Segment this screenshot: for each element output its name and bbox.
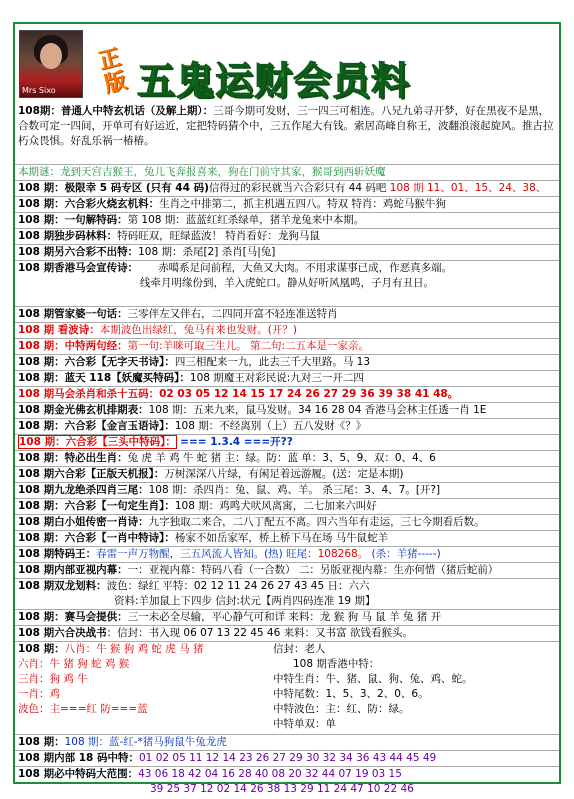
face-shape bbox=[40, 43, 62, 69]
document-page bbox=[13, 22, 561, 795]
row-text: 波色：绿红 平特：02 12 11 24 26 27 43 45 日：六六 bbox=[106, 580, 370, 592]
row-text: 108 期马会杀肖和杀十五码：02 03 05 12 14 15 17 24 26 27 29 36 39 38 41 48。 bbox=[18, 388, 459, 400]
row-text: 一：亚视内幕：特码八看（一合数） 二：另版亚视内幕：生亦何惜（猪后蛇前） bbox=[127, 564, 499, 576]
row-numbers: 39 25 37 12 02 14 26 38 13 29 11 24 47 10 22 46 bbox=[150, 783, 414, 795]
row-label: 108 期 看波诗： bbox=[18, 324, 100, 336]
row-label: 108 期：六合彩【金言玉语诗】： bbox=[18, 420, 175, 432]
panel-text: 信封：老人 bbox=[273, 643, 326, 655]
row-label: 108 期双龙划料： bbox=[18, 580, 107, 592]
row-one-special bbox=[15, 531, 559, 547]
row-text: 春雷一声万物醒，三五风流人皆知。(热) 旺尾： bbox=[96, 548, 318, 560]
row-numbers: 01 02 05 11 12 14 23 26 27 29 30 32 34 36 43 44 45 49 bbox=[139, 752, 437, 764]
row-no-special bbox=[15, 245, 559, 261]
row-text: 生肖之中排第二，抓主机遇五四八。特双 特肖：鸡蛇马猴牛狗 bbox=[159, 198, 446, 210]
row-battle-book bbox=[15, 626, 559, 642]
row-solo bbox=[15, 229, 559, 245]
panel-text: 中特尾数：1、5、3、2、0、6。 bbox=[273, 688, 429, 700]
row-fire bbox=[15, 197, 559, 213]
row-label: 108 期九龙绝杀四肖三尾： bbox=[18, 484, 149, 496]
row-text: 资料:羊加鼠上下四步 信封:状元【两肖四码连准 19 期】 bbox=[114, 595, 376, 607]
row-label: 108 期：中特两句经： bbox=[18, 340, 128, 352]
row-label: 108 期内部 18 码中特： bbox=[18, 752, 139, 764]
presenter-photo bbox=[19, 30, 83, 98]
row-text: 108 期：杀尾[2] 杀肖[马|兔] bbox=[138, 246, 276, 258]
row-text: 108 期：不经离别（上）五八发财《？》 bbox=[174, 420, 367, 432]
row-text: 线牵月明缘份到，羊入虎蛇口。静从好听风凰鸣，子月有丑日。 bbox=[140, 277, 434, 289]
row-label: 108 期六合决战书 bbox=[18, 627, 107, 639]
row-label: 108 期：赛马会提供： bbox=[18, 611, 128, 623]
panel-text: 一肖：鸡 bbox=[18, 688, 60, 700]
row-text: 信得过的彩民就当六合彩只有 44 码吧 bbox=[208, 182, 387, 194]
zodiac-panel bbox=[15, 642, 559, 735]
row-golden-words bbox=[15, 419, 559, 435]
row-label: 108 期：特必出生肖： bbox=[18, 452, 128, 464]
row-text: 赤噶系足问前程，大鱼又大肉。不用求谋事已成，作恶真多端。 bbox=[158, 262, 453, 274]
row-puzzle bbox=[15, 165, 559, 181]
row-housekeeper bbox=[15, 307, 559, 323]
row-text: 特码旺双，旺绿蓝波！ 特肖看好：龙狗马鼠 bbox=[117, 230, 320, 242]
row-label: 108 期另六合彩不出特： bbox=[18, 246, 139, 258]
row-text: 万树深深八片绿，有闲足着远游履。(送：定是本期) bbox=[164, 468, 404, 480]
row-must-zodiac bbox=[15, 451, 559, 467]
row-text: (杀：羊猪-----) bbox=[371, 548, 441, 560]
row-kill-codes bbox=[15, 387, 559, 403]
row-text: 杨家不如岳家军，桥上桥下马在场 马牛鼠蛇羊 bbox=[174, 532, 389, 544]
row-text: 第一句:羊咪可取三生儿。 第二句:二五本是一家亲。 bbox=[127, 340, 369, 352]
row-text: 108 期：杀四肖：兔、鼠、鸡、羊。 杀三尾：3、4、7。[开?] bbox=[148, 484, 441, 496]
row-text: 三零伴左又伴右，二四同开富不轻连准送特肖 bbox=[127, 308, 338, 320]
panel-text: 中特波色：主：红、防：绿。 bbox=[273, 703, 410, 715]
row-blue-sky bbox=[15, 371, 559, 387]
row-label: 108 期特码王： bbox=[18, 548, 97, 560]
row-white-lady bbox=[15, 515, 559, 531]
row-text: 第 108 期：蓝蓝红红杀绿单，猪羊龙兔来中本期。 bbox=[127, 214, 365, 226]
row-label: 108期：普通人中特玄机话（及解上期）： bbox=[18, 105, 214, 117]
row-label: 108 期内部亚视内幕： bbox=[18, 564, 128, 576]
row-one-zodiac bbox=[15, 499, 559, 515]
panel-text: 波色：主===红 防===蓝 bbox=[18, 703, 148, 715]
row-text: 本期波色出绿红，兔马有来也发财。(开？) bbox=[99, 324, 297, 336]
row-label: 108 期必中特码大范围： bbox=[18, 768, 139, 780]
row-numbers: 43 06 18 42 04 16 28 40 08 20 32 44 07 19 03 15 bbox=[138, 768, 402, 780]
panel-text: 中特单双：单 bbox=[273, 718, 336, 730]
row-text: 108 期：五来九来，鼠马发财。34 16 28 04 香港马会林主任透一肖 1E bbox=[148, 404, 487, 416]
row-colour-zodiac bbox=[15, 735, 559, 751]
row-hk-poem bbox=[15, 261, 559, 307]
row-label: 108 期白小姐传密一肖诗： bbox=[18, 516, 149, 528]
row-text: 四三相配来一九，此去三千大里路。马 13 bbox=[174, 356, 371, 368]
row-big-range bbox=[15, 767, 559, 797]
row-wordless-book bbox=[15, 355, 559, 371]
panel-text: 三肖：狗 鸡 牛 bbox=[18, 673, 88, 685]
row-label: 108 期：六合彩【一肖中特诗】： bbox=[18, 532, 175, 544]
row-label: 108 期：极限幸 5 码专区 (只有 44 码) bbox=[18, 182, 209, 194]
row-genuine-report bbox=[15, 467, 559, 483]
photo-caption: Mrs Sixo bbox=[22, 86, 56, 95]
row-text: 三哥今期可发财，三一四三可相连。八兄九弟寻开梦，好在黑夜不是黑，合数可定一四间，开单可有好运近，定把特码猜个中，三五作尾大有钱。索居高峰自称王，波翻浪滚起旋风。推古拉朽众畏惧。好乱乐祸一椿椿。 bbox=[18, 105, 554, 147]
row-label: 108 期金光佛玄机排期表： bbox=[18, 404, 149, 416]
panel-text: 八肖：牛 猴 狗 鸡 蛇 虎 马 猪 bbox=[64, 643, 204, 655]
row-two-lines bbox=[15, 339, 559, 355]
panel-left bbox=[18, 642, 278, 717]
row-label: 108 期：六合彩【无字天书诗】： bbox=[18, 356, 175, 368]
row-label: 108 期： bbox=[18, 736, 65, 748]
row-label: 108 期：蓝天 118【妖魔买特码】： bbox=[18, 372, 190, 384]
row-three-heads bbox=[15, 435, 559, 451]
row-text: === 1.3.4 ===开?? bbox=[180, 436, 293, 448]
row-18-codes bbox=[15, 751, 559, 767]
row-golden-buddha bbox=[15, 403, 559, 419]
row-riddle bbox=[15, 104, 559, 165]
header bbox=[15, 24, 559, 104]
row-text: ：信封：书入现 06 07 13 22 45 46 来料：又书富 欲钱看猴头。 bbox=[106, 627, 413, 639]
row-numbers: 108268。 bbox=[317, 548, 369, 560]
row-text: 108 期魔王对彩民说:九对三一开二四 bbox=[189, 372, 364, 384]
row-text: 三一未必全尽输，平心静气可和详 来料：龙 猴 狗 马 鼠 羊 兔 猪 开 bbox=[127, 611, 442, 623]
row-label: 108 期六合彩【正版天机报】： bbox=[18, 468, 165, 480]
row-label: 108 期：六合彩【一句定生肖】： bbox=[18, 500, 175, 512]
row-label: 108 期：六合彩火烧玄机料： bbox=[18, 198, 160, 210]
panel-text: 108 期香港中特： bbox=[293, 658, 380, 670]
row-numbers: 108 期 11、01、15、24、38、 bbox=[389, 182, 547, 194]
row-text: 兔 虎 羊 鸡 牛 蛇 猪 主：绿。防：蓝 单：3、5、9、双：0、4、6 bbox=[127, 452, 436, 464]
panel-right bbox=[273, 642, 553, 732]
row-label: 108 期：一句解特码： bbox=[18, 214, 128, 226]
row-label: 108 期独步码林料： bbox=[18, 230, 118, 242]
panel-text: 中特生肖：牛、猪、鼠、狗、兔、鸡、蛇。 bbox=[273, 673, 473, 685]
row-text: 108 期：鸡鸣犬吠风离寓，二七加来六叫好 bbox=[174, 500, 377, 512]
row-double-dragon bbox=[15, 579, 559, 610]
row-label: 108 期管家婆一句话： bbox=[18, 308, 128, 320]
row-text: 本期谜：龙到天宫吉猴王，兔儿飞奔报喜来，狗在门前守其家，猴哥到西斩妖魔 bbox=[18, 166, 386, 178]
content bbox=[15, 104, 559, 797]
row-jockey-club bbox=[15, 610, 559, 626]
row-label: 108 期香港马会宣传诗： bbox=[18, 262, 139, 274]
row-nine-dragons bbox=[15, 483, 559, 499]
row-one-line bbox=[15, 213, 559, 229]
panel-text: 六肖：牛 猪 狗 蛇 鸡 猴 bbox=[18, 658, 130, 670]
row-code-king bbox=[15, 547, 559, 563]
row-text: 九字独取二来合，二八丁配五不离。四六当年有走运，三七今期看后数。 bbox=[148, 516, 485, 528]
panel-label: 108 期： bbox=[18, 643, 65, 655]
page-title: 五鬼运财会员料 bbox=[137, 59, 411, 103]
row-atv-insider bbox=[15, 563, 559, 579]
edition-badge: 正版 bbox=[96, 45, 130, 98]
row-wave-poem bbox=[15, 323, 559, 339]
row-label: 108 期：六合彩【三头中特码】： bbox=[19, 436, 176, 448]
row-text: 108 期：蓝-红-*猪马狗鼠牛兔龙虎 bbox=[64, 736, 227, 748]
row-44-codes bbox=[15, 181, 559, 197]
